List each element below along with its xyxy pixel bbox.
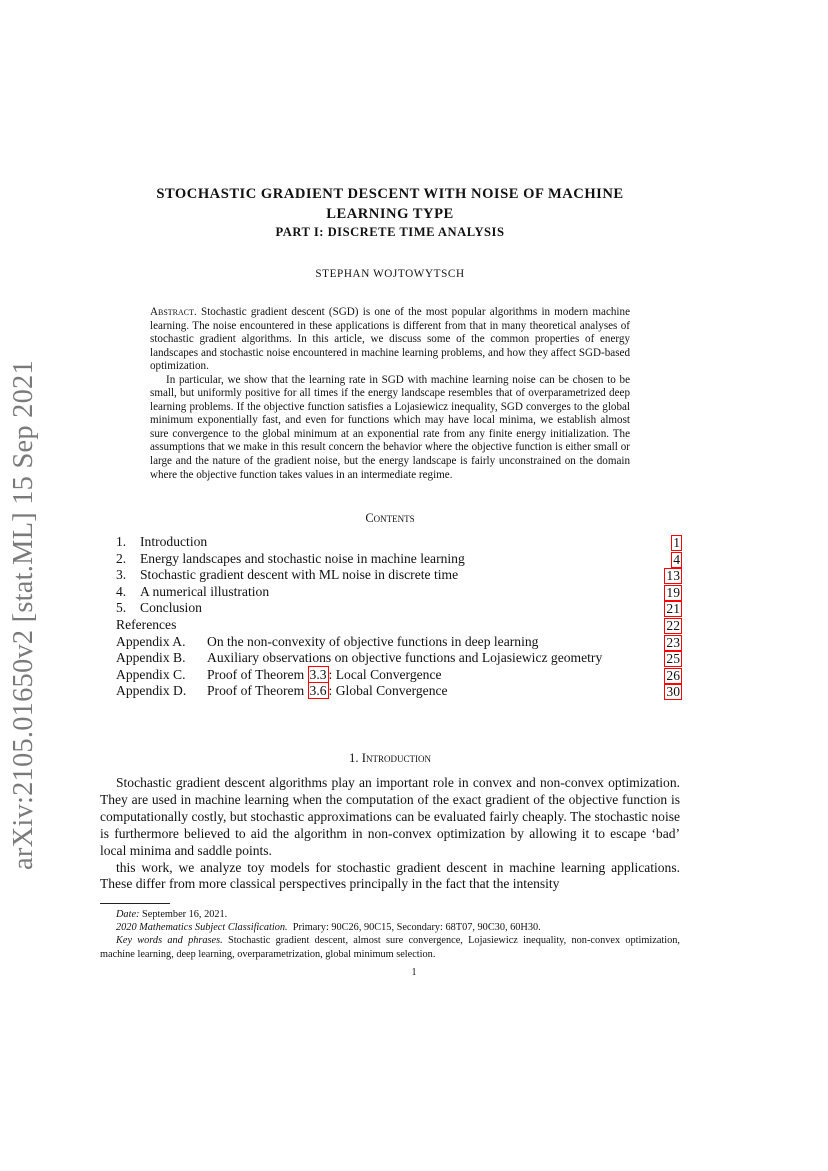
section-heading-text: 1. Introduction bbox=[348, 751, 432, 765]
footnote-text: September 16, 2021. bbox=[142, 909, 228, 920]
toc-page-link[interactable]: 23 bbox=[666, 634, 680, 650]
toc-page-link[interactable]: 22 bbox=[666, 617, 680, 633]
abstract-paragraph-1 bbox=[150, 306, 630, 374]
footnotes bbox=[100, 908, 680, 961]
toc-row-appendix[interactable] bbox=[116, 650, 682, 667]
toc-page-link[interactable]: 26 bbox=[666, 667, 680, 683]
toc-title-suffix: : Global Convergence bbox=[328, 683, 448, 699]
toc-title: On the non-convexity of objective functions in deep learning bbox=[207, 633, 539, 649]
abstract-label: Abstract. bbox=[150, 306, 197, 318]
toc-title: Energy landscapes and stochastic noise in machine learning bbox=[140, 550, 465, 566]
footnote-keywords bbox=[100, 934, 680, 960]
toc-title-prefix: Proof of Theorem bbox=[207, 666, 308, 682]
table-of-contents bbox=[116, 534, 682, 700]
toc-row[interactable] bbox=[116, 567, 682, 584]
title-line-2: LEARNING TYPE bbox=[326, 206, 454, 222]
toc-row-appendix[interactable] bbox=[116, 667, 682, 684]
toc-row[interactable] bbox=[116, 600, 682, 617]
footnote-date bbox=[100, 908, 680, 921]
toc-row[interactable] bbox=[116, 534, 682, 551]
toc-page-link[interactable]: 21 bbox=[666, 601, 680, 617]
toc-title-suffix: : Local Convergence bbox=[328, 666, 442, 682]
abstract bbox=[150, 306, 630, 482]
appendix-label: Appendix D. bbox=[116, 683, 187, 699]
introduction-body bbox=[100, 775, 680, 893]
toc-row[interactable] bbox=[116, 584, 682, 601]
toc-title: References bbox=[116, 616, 177, 632]
toc-row-references[interactable] bbox=[116, 617, 682, 634]
toc-number: 4. bbox=[116, 583, 127, 599]
toc-row[interactable] bbox=[116, 551, 682, 568]
footnote-msc bbox=[100, 921, 680, 934]
paper-subtitle: PART I: DISCRETE TIME ANALYSIS bbox=[275, 225, 505, 239]
footnote-text: Primary: 90C26, 90C15, Secondary: 68T07, 90C30, 60H30. bbox=[292, 922, 541, 934]
toc-row-appendix[interactable] bbox=[116, 683, 682, 700]
footnote-rule bbox=[100, 903, 170, 904]
body-paragraph: this work, we analyze toy models for stochastic gradient descent in machine learning applications. These differ from more classical perspectives principally in the fact that the intensity bbox=[100, 859, 680, 892]
contents-heading: Contents bbox=[365, 511, 415, 525]
toc-number: 1. bbox=[116, 534, 127, 549]
body-paragraph: Stochastic gradient descent algorithms play an important role in convex and non-convex optimization. They are used in machine learning when the computation of the exact gradient of the objective function is computationally costly, but stochastic approximations can be evaluated fairly cheaply. The stochastic noise is furthermore believed to aid the algorithm in non-convex optimization by allowing it to escape ‘bad’ local minima and saddle points. bbox=[100, 775, 680, 858]
toc-title: A numerical illustration bbox=[140, 583, 270, 599]
toc-title: Auxiliary observations on objective functions and Lojasiewicz geometry bbox=[207, 650, 603, 666]
toc-title bbox=[207, 667, 442, 684]
theorem-ref-link[interactable]: 3.3 bbox=[309, 666, 327, 682]
appendix-label: Appendix B. bbox=[116, 650, 186, 666]
arxiv-sidebar bbox=[2, 355, 46, 875]
toc-page-link[interactable]: 30 bbox=[666, 684, 680, 700]
toc-title: Introduction bbox=[140, 534, 208, 549]
page-number: 1 bbox=[411, 967, 417, 978]
toc-page-link[interactable]: 4 bbox=[673, 551, 680, 567]
appendix-label: Appendix C. bbox=[116, 666, 186, 682]
arxiv-identifier: arXiv:2105.01650v2 [stat.ML] 15 Sep 2021 bbox=[8, 360, 39, 870]
toc-page-link[interactable]: 13 bbox=[666, 568, 680, 584]
title-line-1: STOCHASTIC GRADIENT DESCENT WITH NOISE OF MACHINE bbox=[156, 186, 624, 202]
appendix-label: Appendix A. bbox=[116, 633, 186, 649]
toc-title bbox=[207, 683, 448, 700]
toc-title: Stochastic gradient descent with ML noise in discrete time bbox=[140, 567, 459, 583]
theorem-ref-link[interactable]: 3.6 bbox=[309, 683, 327, 699]
footnote-label: Date: bbox=[116, 909, 140, 920]
toc-row-appendix[interactable] bbox=[116, 634, 682, 651]
toc-page-link[interactable]: 25 bbox=[666, 651, 680, 667]
toc-page-link[interactable]: 19 bbox=[666, 584, 680, 600]
toc-number: 5. bbox=[116, 600, 127, 616]
footnote-label: 2020 Mathematics Subject Classification. bbox=[116, 922, 288, 934]
author: STEPHAN WOJTOWYTSCH bbox=[315, 268, 465, 280]
toc-title: Conclusion bbox=[140, 600, 202, 616]
footnote-label: Key words and phrases. bbox=[116, 935, 223, 947]
toc-number: 2. bbox=[116, 550, 127, 566]
abstract-text-1: Stochastic gradient descent (SGD) is one of the most popular algorithms in modern machine learning. The noise encountered in these applications is different from that in many theoretical analyses of stochastic gradient algorithms. In this article, we discuss some of the common properties of energy landscapes and stochastic noise encountered in machine learning problems, and how they affect SGD-based optimization. bbox=[150, 306, 630, 373]
toc-page-link[interactable]: 1 bbox=[673, 535, 680, 550]
paper-title bbox=[120, 184, 660, 224]
toc-number: 3. bbox=[116, 567, 127, 583]
abstract-paragraph-2: In particular, we show that the learning rate in SGD with machine learning noise can be chosen to be small, but uniformly positive for all times if the energy landscape resembles that of overparametrized deep learning problems. If the objective function satisfies a Lojasiewicz inequality, SGD converges to the global minimum exponentially fast, and even for functions which may have local minima, we establish almost sure convergence to the global minimum at an exponential rate from any finite energy initialization. The assumptions that we make in this result concern the behavior where the objective function is either small or large and the nature of the gradient noise, but the energy landscape is fairly unconstrained on the domain where the objective function takes values in an intermediate regime. bbox=[150, 373, 630, 481]
toc-title-prefix: Proof of Theorem bbox=[207, 683, 308, 699]
section-heading bbox=[120, 751, 660, 766]
footnote-text: Stochastic gradient descent, almost sure convergence, Lojasiewicz inequality, non-convex optimization, machine learning, deep learning, overparametrization, global minimum selection. bbox=[100, 935, 681, 960]
